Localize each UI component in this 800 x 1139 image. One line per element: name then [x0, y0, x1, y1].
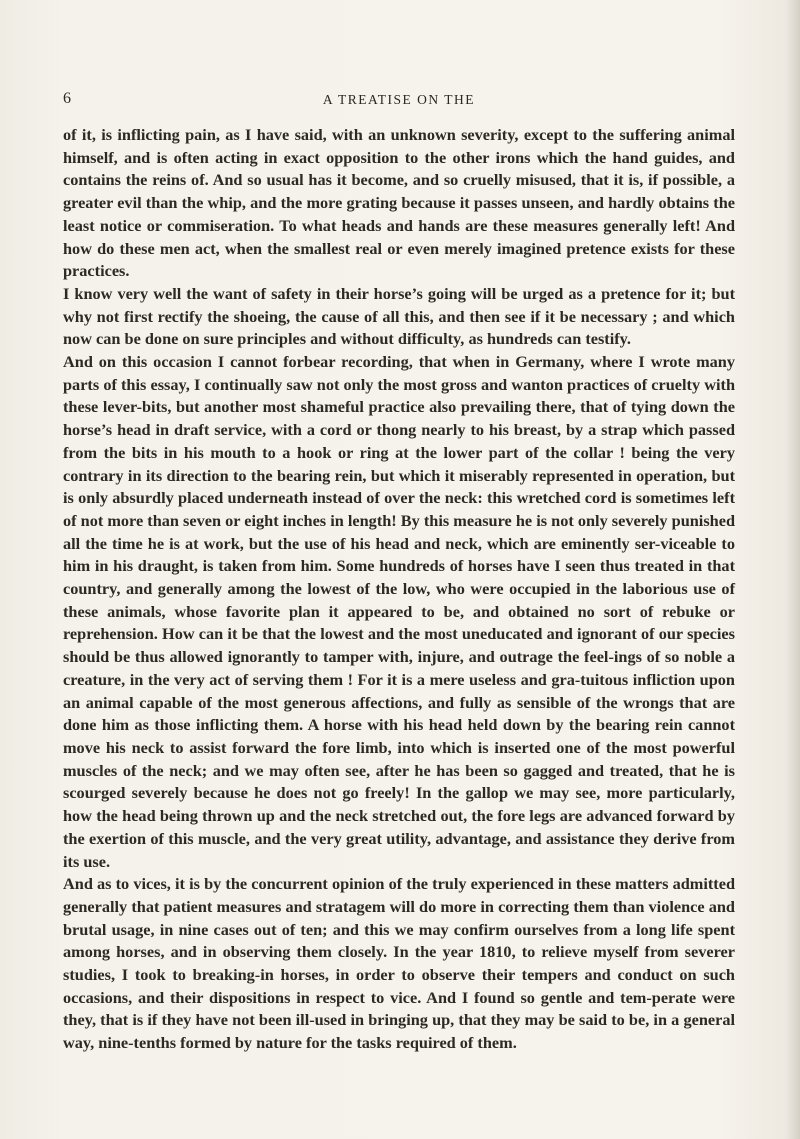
running-head: A TREATISE ON THE	[322, 92, 476, 107]
page-header	[63, 90, 735, 114]
body-text	[63, 124, 735, 1055]
page-edge-shadow	[786, 0, 800, 1139]
paragraph-1: of it, is inflicting pain, as I have said, with an unknown severity, except to the suffering animal himself, and is often acting in exact opposition to the other irons which the hand guides, and contains the reins of. And so usual has it become, and so cruelly misused, that it is, if possible, a greater evil than the whip, and the more grating because it passes unseen, and hardly obtains the least notice or commiseration. To what heads and hands are these measures generally left! And how do these men act, when the smallest real or even merely imagined pretence exists for these practices.	[63, 125, 735, 281]
paragraph-2: I know very well the want of safety in their horse’s going will be urged as a pretence for it; but why not first rectify the shoeing, the cause of all this, and then see if it be necessary ; and which now can be done on sure principles and without difficulty, as hundreds can testify.	[63, 283, 735, 349]
paragraph-3: And on this occasion I cannot forbear recording, that when in Germany, where I wrote many parts of this essay, I continually saw not only the most gross and wanton practices of cruelty with these lever-bits, but another most shameful practice also prevailing there, that of tying down the horse’s head in draft service, with a cord or thong nearly to his breast, by a strap which passed from the bits in his mouth to a hook or ring at the lower part of the collar ! being the very contrary in its direction to the bearing rein, but which it miserably represented in operation, but is only absurdly placed underneath instead of over the neck: this wretched cord is sometimes left of not more than seven or eight inches in length! By this measure he is not only severely punished all the time he is at work, but the use of his head and neck, which are eminently ser-viceable to him in his draught, is taken from him. Some hundreds of horses have I seen thus treated in that country, and generally among the lowest of the low, who were occupied in the laborious use of these animals, whose favorite plan it appeared to be, and obtained no sort of rebuke or reprehension. How can it be that the lowest and the most uneducated and ignorant of our species should be thus allowed ignorantly to tamper with, injure, and outrage the feel-ings of so noble a creature, in the very act of serving them ! For it is a mere useless and gra-tuitous infliction upon an animal capable of the most generous affections, and fully as sensible of the wrongs that are done him as those inflicting them. A horse with his head held down by the bearing rein cannot move his neck to assist forward the fore limb, into which is inserted one of the most powerful muscles of the neck; and we may often see, after he has been so gagged and treated, that he is scourged severely because he does not go freely! In the gallop we may see, more particularly, how the head being thrown up and the neck stretched out, the fore legs are advanced forward by the exertion of this muscle, and the very great utility, advantage, and assistance they derive from its use.	[63, 352, 735, 871]
page-number: 6	[63, 90, 71, 107]
paragraph-4: And as to vices, it is by the concurrent opinion of the truly experienced in these matters admitted generally that patient measures and stratagem will do more in correcting them than violence and brutal usage, in nine cases out of ten; and this we may confirm ourselves from a long life spent among horses, and in observing them closely. In the year 1810, to relieve myself from severer studies, I took to breaking-in horses, in order to observe their tempers and conduct on such occasions, and their dispositions in respect to vice. And I found so gentle and tem-perate were they, that is if they have not been ill-used in bringing up, that they may be said to be, in a general way, nine-tenths formed by nature for the tasks required of them.	[63, 874, 735, 1053]
